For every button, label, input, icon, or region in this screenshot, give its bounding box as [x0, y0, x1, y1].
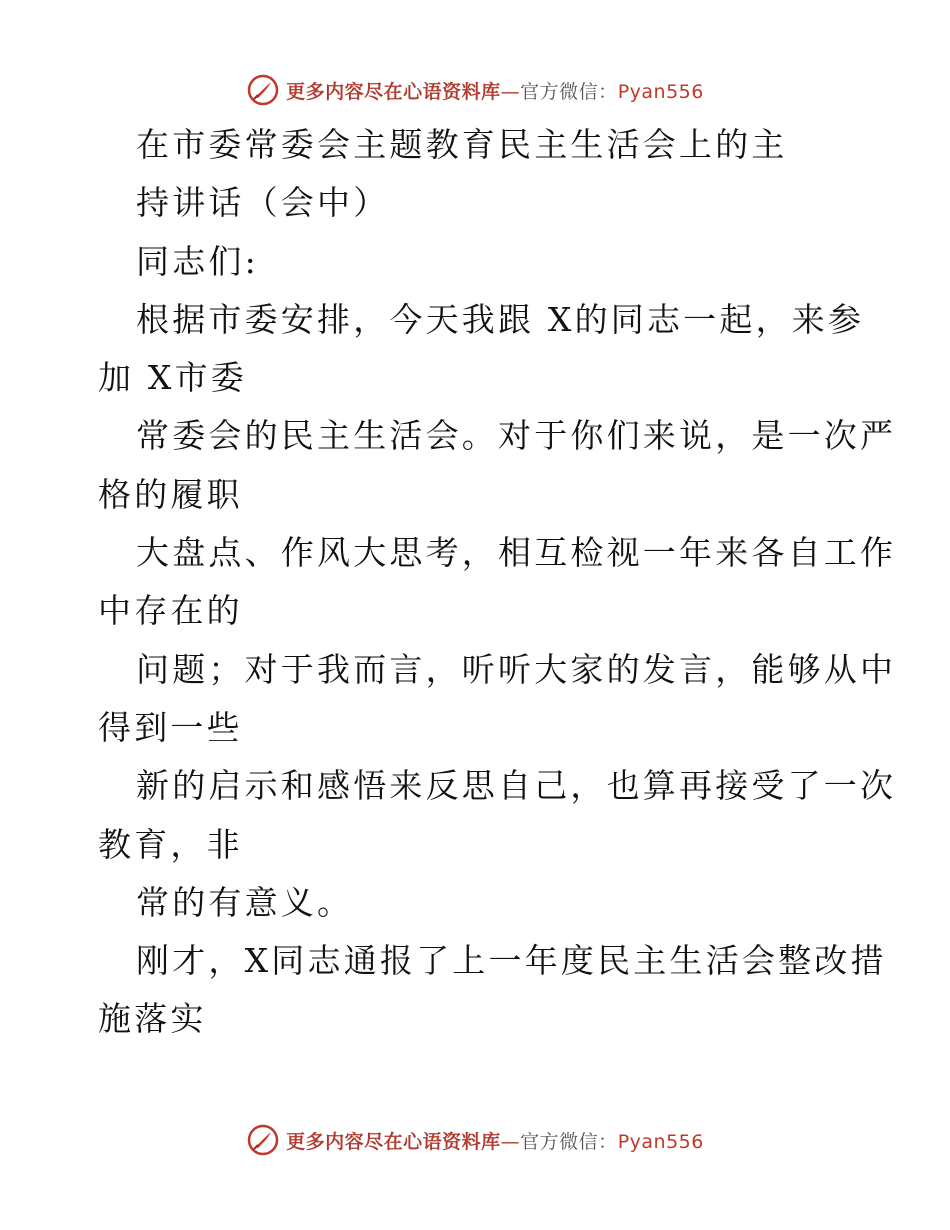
text-line: 得到一些: [98, 707, 243, 747]
text-line: 同志们:: [136, 241, 259, 281]
watermark-sub-text: 官方微信：: [520, 80, 618, 103]
text-line: 在市委常委会主题教育民主生活会上的主: [136, 125, 788, 164]
text-line: 问题；对于我而言，听听大家的发言，能够从中: [136, 649, 897, 689]
quill-logo-icon: [246, 1123, 280, 1157]
watermark-separator: —: [500, 80, 521, 103]
document-body: [98, 116, 897, 1049]
watermark-main-text: 更多内容尽在心语资料库: [286, 1130, 501, 1153]
text-line: 施落实: [98, 999, 207, 1039]
text-line: 教育，非: [98, 824, 243, 864]
text-line: 常委会的民主生活会。对于你们来说，是一次严: [136, 416, 897, 456]
footer-watermark: [0, 1120, 950, 1160]
watermark-separator: —: [500, 1130, 521, 1153]
text-line: 中存在的: [98, 591, 243, 631]
header-watermark: [0, 70, 950, 110]
watermark-main-text: 更多内容尽在心语资料库: [286, 80, 501, 103]
text-line: 大盘点、作风大思考，相互检视一年来各自工作: [136, 533, 897, 573]
watermark-sub-text: 官方微信：: [520, 1130, 618, 1153]
text-line: 持讲话（会中）: [136, 183, 390, 223]
text-line: 刚才，X同志通报了上一年度民主生活会整改措: [136, 941, 887, 981]
text-line: 新的启示和感悟来反思自己，也算再接受了一次: [136, 766, 897, 806]
text-line: 常的有意义。: [136, 882, 354, 922]
text-line: 格的履职: [98, 474, 243, 514]
watermark-wechat-id: Pyan556: [617, 80, 704, 103]
text-line: 加 X市委: [98, 358, 247, 398]
quill-logo-icon: [246, 73, 280, 107]
text-line: 根据市委安排，今天我跟 X的同志一起，来参: [136, 299, 865, 339]
watermark-wechat-id: Pyan556: [617, 1130, 704, 1153]
